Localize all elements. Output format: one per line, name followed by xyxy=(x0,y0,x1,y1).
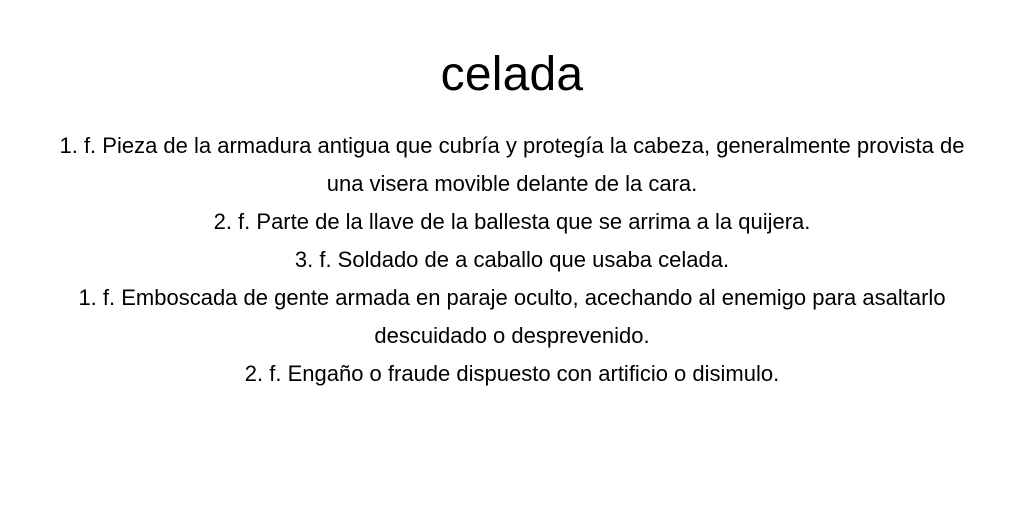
definition-item: 1. f. Emboscada de gente armada en paraje oculto, acechando al enemigo para asaltarlo descuidado o desprevenido. xyxy=(78,285,946,348)
definition-list xyxy=(40,127,984,393)
definition-item: 2. f. Parte de la llave de la ballesta que se arrima a la quijera. xyxy=(213,209,811,234)
definition-item: 1. f. Pieza de la armadura antigua que cubría y protegía la cabeza, generalmente provista de una visera movible delante de la cara. xyxy=(59,133,965,196)
entry-word-title: celada xyxy=(440,48,584,101)
definition-item: 3. f. Soldado de a caballo que usaba celada. xyxy=(294,247,730,272)
definition-item: 2. f. Engaño o fraude dispuesto con artificio o disimulo. xyxy=(244,361,780,386)
